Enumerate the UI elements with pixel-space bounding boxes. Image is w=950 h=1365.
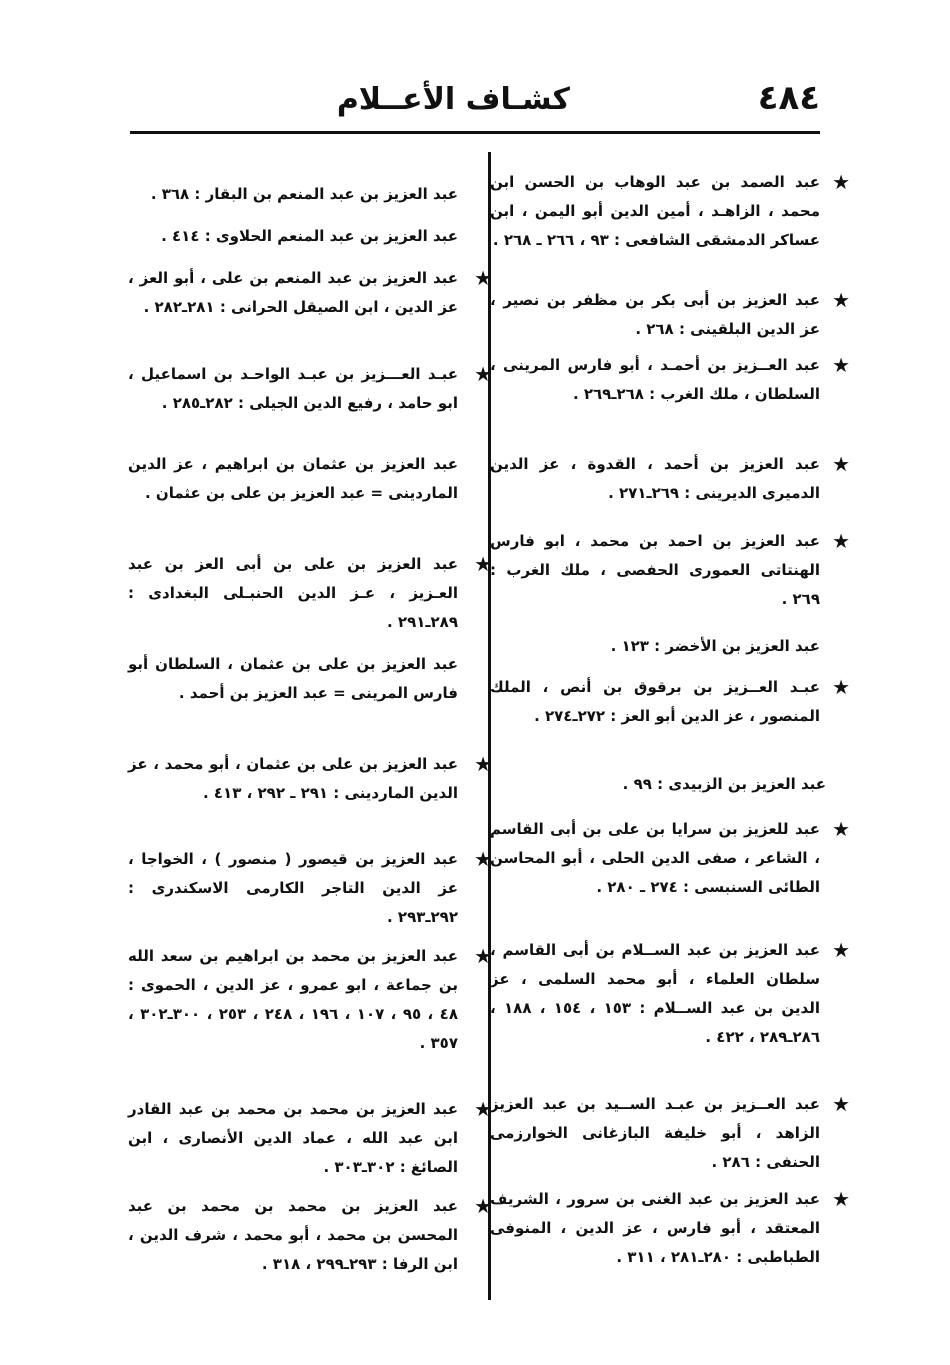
star-icon: ★: [832, 353, 850, 377]
entry-text: عبد العزيز بن الأخضر : ١٢٣ .: [610, 637, 820, 655]
star-icon: ★: [474, 752, 492, 776]
star-icon: ★: [832, 938, 850, 962]
index-entry: [128, 1095, 492, 1182]
star-icon: ★: [832, 675, 850, 699]
index-entry: [128, 650, 458, 708]
index-entry: [496, 770, 826, 799]
index-entry: [490, 936, 850, 1052]
star-icon: ★: [832, 170, 850, 194]
index-entry: [490, 815, 850, 902]
index-entry: [490, 1090, 850, 1177]
entry-text: عبد العزيز بن على بن عثمان ، السلطان أبو فارس المرينى = عبد العزيز بن أحمد .: [128, 655, 458, 702]
running-title: كشـاف الأعــلام: [336, 82, 570, 117]
star-icon: ★: [832, 288, 850, 312]
index-entry: [490, 450, 850, 508]
star-icon: ★: [474, 847, 492, 871]
page-number: ٤٨٤: [757, 78, 820, 118]
index-entry: [490, 168, 850, 255]
star-icon: ★: [474, 266, 492, 290]
index-entry: [490, 673, 850, 731]
entry-text: عبد العزيز بن قيصور ( منصور ) ، الخواجا ، عز الدين التاجر الكارمى الاسكندرى : ٢٩٢ـ٢٩٣ .: [128, 850, 458, 926]
index-entry: [128, 360, 492, 418]
entry-text: عبد العــزيز بن أحمـد ، أبو فارس المرينى ، السلطان ، ملك الغرب : ٢٦٨ـ٢٦٩ .: [490, 356, 820, 403]
entry-text: عبد العزيز بن عبد المنعم بن على ، أبو العز ، عز الدين ، ابن الصيقل الحرانى : ٢٨١ـ٢٨٢ .: [128, 269, 458, 316]
star-icon: ★: [474, 1194, 492, 1218]
entry-text: عبد العزيز بن عبد المنعم الحلاوى : ٤١٤ .: [161, 227, 458, 245]
page-header: [130, 78, 820, 130]
index-entry: [490, 1185, 850, 1272]
entry-text: عبد للعزيز بن سرايا بن على بن أبى القاسم ، الشاعر ، صفى الدين الحلى ، أبو المحاسن الطائى السنبسى : ٢٧٤ ـ ٢٨٠ .: [490, 820, 820, 896]
index-entry: [128, 264, 492, 322]
index-entry: [128, 942, 492, 1058]
entry-text: عبد العزيز بن عبد الســلام بن أبى القاسم ، سلطان العلماء ، أبو محمد السلمى ، عز الدين بن عبد الســلام : ١٥٣ ، ١٥٤ ، ١٨٨ ، ٢٨٦ـ٢٨٩ ، ٤٢٢ .: [490, 941, 820, 1046]
entry-text: عبد العزيز بن احمد بن محمد ، ابو فارس الهنتاتى العمورى الحفصى ، ملك الغرب : ٢٦٩ .: [490, 532, 820, 608]
entry-text: عبد العزيز بن عبد الغنى بن سرور ، الشريف المعتقد ، أبو فارس ، عز الدين ، المنوفى الطباطبى : ٢٨٠ـ٢٨١ ، ٣١١ .: [490, 1190, 820, 1266]
star-icon: ★: [832, 529, 850, 553]
header-rule: [130, 131, 820, 134]
entry-text: عبد العزيز بن الزبيدى : ٩٩ .: [622, 775, 826, 793]
star-icon: ★: [474, 944, 492, 968]
entry-text: عبد العزيز بن على بن عثمان ، أبو محمد ، عز الدين الماردينى : ٢٩١ ـ ٢٩٢ ، ٤١٣ .: [128, 755, 458, 802]
entry-text: عبد العزيز بن عبد المنعم بن البقار : ٣٦٨ .: [150, 185, 458, 203]
entry-text: عبد العزيز بن محمد بن محمد بن عبد المحسن بن محمد ، أبو محمد ، شرف الدين ، ابن الرفا : ٢٩٣ـ٢٩٩ ، ٣١٨ .: [128, 1197, 458, 1273]
entry-text: عبد العزيز بن أبى بكر بن مظفر بن نصير ، عز الدين البلقينى : ٢٦٨ .: [490, 291, 820, 338]
star-icon: ★: [832, 1092, 850, 1116]
entry-text: عبد العــزيز بن عبـد الســيد بن عبد العزيز الزاهد ، أبو خليفة البازغانى الخوارزمى الحنفى : ٢٨٦ .: [490, 1095, 820, 1171]
index-entry: [490, 527, 850, 614]
entry-text: عبد العزيز بن أحمد ، القدوة ، عز الدين الدميرى الديرينى : ٢٦٩ـ٢٧١ .: [490, 455, 820, 502]
entry-text: عبد العزيز بن عثمان بن ابراهيم ، عز الدين الماردينى = عبد العزيز بن على بن عثمان .: [128, 455, 458, 502]
star-icon: ★: [832, 452, 850, 476]
entry-text: عبد العزيز بن محمد بن محمد بن عبد القادر ابن عبد الله ، عماد الدين الأنصارى ، ابن الصائغ : ٣٠٢ـ٣٠٣ .: [128, 1100, 458, 1176]
entry-text: عبـد العــزيز بن برقوق بن أنص ، الملك المنصور ، عز الدين أبو العز : ٢٧٢ـ٢٧٤ .: [490, 678, 820, 725]
index-entry: [128, 1192, 492, 1279]
star-icon: ★: [474, 362, 492, 386]
entry-text: عبد الصمد بن عبد الوهاب بن الحسن ابن محمد ، الزاهـد ، أمين الدين أبو اليمن ، ابن عساكر الدمشقى الشافعى : ٩٣ ، ٢٦٦ ـ ٢٦٨ .: [490, 173, 820, 249]
index-entry: [128, 845, 492, 932]
index-entry: [128, 750, 492, 808]
star-icon: ★: [832, 817, 850, 841]
star-icon: ★: [474, 552, 492, 576]
entry-text: عبـد العـــزيز بن عبـد الواحـد بن اسماعيل ، ابو حامد ، رفيع الدين الجيلى : ٢٨٢ـ٢٨٥ .: [128, 365, 458, 412]
entry-text: عبد العزيز بن محمد بن ابراهيم بن سعد الله بن جماعة ، ابو عمرو ، عز الدين ، الحموى : ٤٨ ، ٩٥ ، ١٠٧ ، ١٩٦ ، ٢٤٨ ، ٢٥٣ ، ٣٠٠ـ٣٠٢ ، ٣٥٧ .: [128, 947, 458, 1052]
index-entry: [490, 632, 820, 661]
index-entry: [490, 286, 850, 344]
index-entry: [128, 222, 458, 251]
index-entry: [128, 450, 458, 508]
index-entry: [128, 180, 458, 209]
index-entry: [128, 550, 492, 637]
star-icon: ★: [474, 1097, 492, 1121]
star-icon: ★: [832, 1187, 850, 1211]
entry-text: عبد العزيز بن على بن أبى العز بن عبد العـزيز ، عـز الدين الحنبـلى البغدادى : ٢٨٩ـ٢٩١ .: [128, 555, 458, 631]
index-entry: [490, 351, 850, 409]
